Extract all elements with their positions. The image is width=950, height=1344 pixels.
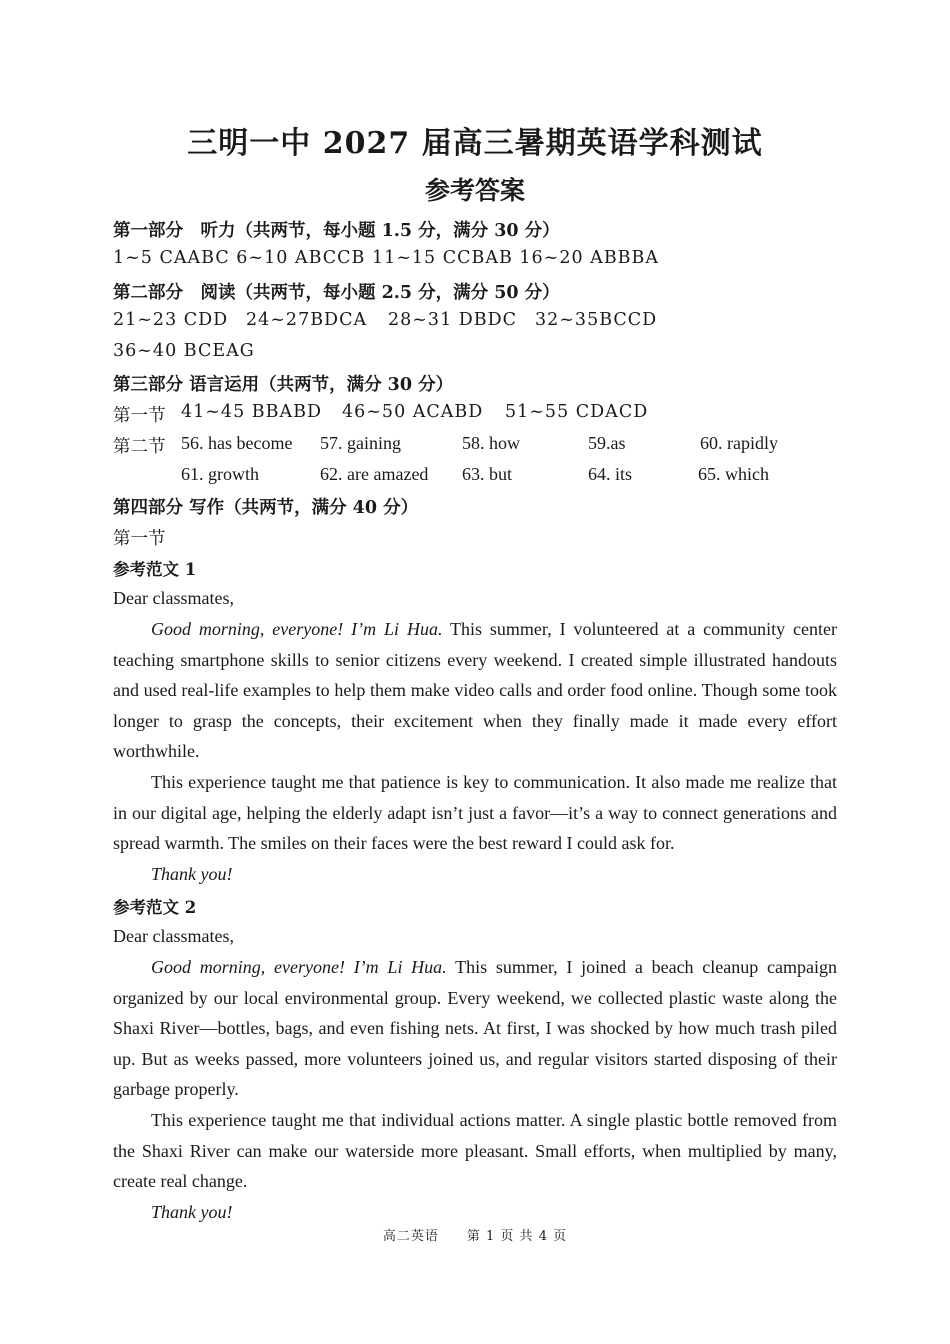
sample2-paragraph1-text: This summer, I joined a beach cleanup campaign organized by our local environmental group. Every weekend, we collected plastic waste along the Shaxi River—bottles, bags, and even fishing nets. At first, I was shocked by how much trash piled up. But as weeks passed, more volunteers joined us, and regular visitors started disposing of their garbage properly. (113, 957, 837, 1100)
part1-answers: 1~5 CAABC 6~10 ABCCB 11~15 CCBAB 16~20 ABBBA (113, 248, 660, 268)
sample1-closing: Thank you! (151, 864, 233, 884)
part1-heading: 第一部分 听力（共两节，每小题 1.5 分，满分 30 分） (113, 221, 560, 241)
sample2-closing: Thank you! (151, 1202, 233, 1222)
answer-group: 24~27BDCA (246, 310, 368, 330)
cloze-answer: 64. its (588, 464, 633, 484)
answer-group: 28~31 DBDC (388, 310, 518, 330)
cloze-answer: 57. gaining (320, 433, 401, 453)
answer-group: 41~45 BBABD (181, 402, 323, 422)
answer-group: 51~55 CDACD (505, 402, 649, 422)
sample1-paragraph1-text: This summer, I volunteered at a community center teaching smartphone skills to senior citizens every weekend. I created simple illustrated handouts and used real-life examples to help them make video calls and order food online. Though some took longer to grasp the concepts, their excitement when they finally made it made every effort worthwhile. (113, 619, 837, 762)
answer-group: 32~35BCCD (535, 310, 658, 330)
part4-heading: 第四部分 写作（共两节，满分 40 分） (113, 498, 419, 518)
part3-heading: 第三部分 语言运用（共两节，满分 30 分） (113, 375, 454, 395)
cloze-answer: 60. rapidly (700, 433, 778, 453)
sample2-paragraph2: This experience taught me that individual actions matter. A single plastic bottle removed from the Shaxi River can make our waterside more pleasant. Small efforts, when multiplied by many, create real change. (113, 1110, 837, 1192)
cloze-answer: 58. how (462, 433, 520, 453)
cloze-answer: 61. growth (181, 464, 259, 484)
section-label: 第一节 (113, 406, 166, 426)
sample1-paragraph1 (113, 614, 837, 767)
sample2-greeting: Good morning, everyone! I’m Li Hua. (151, 957, 447, 977)
part4-section1-label: 第一节 (113, 529, 166, 549)
cloze-answer: 63. but (462, 464, 513, 484)
cloze-answer: 62. are amazed (320, 464, 429, 484)
sample1-paragraph2: This experience taught me that patience is key to communication. It also made me realize that in our digital age, helping the elderly adapt isn’t just a favor—it’s a way to connect generations and spread warmth. The smiles on their faces were the best reward I could ask for. (113, 772, 837, 854)
page-subtitle: 参考答案 (424, 176, 525, 205)
sample2-salutation: Dear classmates, (113, 926, 234, 946)
sample1-salutation: Dear classmates, (113, 588, 234, 608)
section-label: 第二节 (113, 437, 166, 457)
sample2-label: 参考范文 2 (113, 898, 197, 917)
page-title: 三明一中 2027 届高三暑期英语学科测试 (187, 126, 763, 161)
page-footer: 高二英语 第 1 页 共 4 页 (382, 1229, 568, 1244)
sample2-paragraph1 (113, 952, 837, 1105)
part2-answers-row2: 36~40 BCEAG (113, 341, 255, 361)
sample1-greeting: Good morning, everyone! I’m Li Hua. (151, 619, 443, 639)
answer-group: 46~50 ACABD (342, 402, 484, 422)
part2-heading: 第二部分 阅读（共两节，每小题 2.5 分，满分 50 分） (113, 283, 560, 303)
cloze-answer: 56. has become (181, 433, 293, 453)
answer-group: 21~23 CDD (113, 310, 229, 330)
cloze-answer: 65. which (698, 464, 769, 484)
sample1-label: 参考范文 1 (113, 560, 197, 579)
cloze-answer: 59.as (588, 433, 626, 453)
